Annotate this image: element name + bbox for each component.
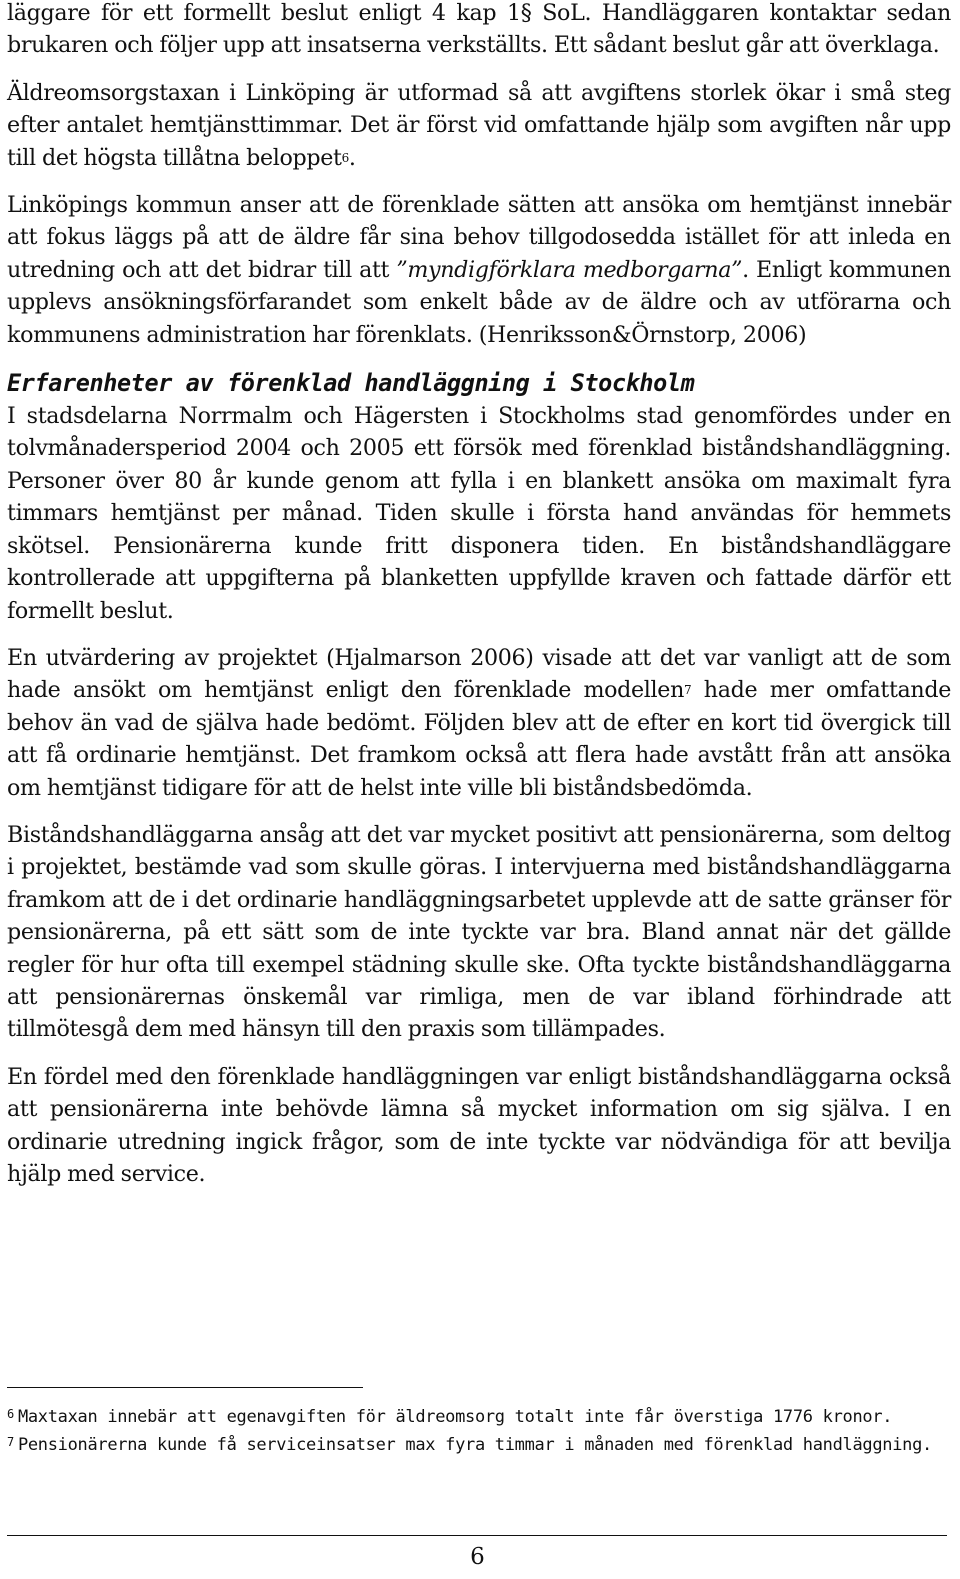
footnote-ref-6: 6 [341, 150, 349, 165]
paragraph-stockholm-forsok: I stadsdelarna Norrmalm och Hägersten i Stockholms stad genomfördes under en tolvmånadersperiod 2004 och 2005 ett försök med förenklad biståndshandläggning. Personer över 80 år kunde genom att fylla i en blankett ansöka om maximalt fyra timmars hemtjänst per månad. Tiden skulle i första hand användas för hemmets skötsel. Pensionärerna kunde fritt disponera tiden. En biståndshandläggare kontrollerade att uppgifterna på blanketten uppfyllde kraven och fattade därför ett formellt beslut. [7, 403, 951, 624]
paragraph-text-a: En utvärdering av projektet (Hjalmarson 2006) visade att det var vanligt att de som hade ansökt om hemtjänst enligt den förenklade modellen [7, 644, 951, 704]
paragraph-text: Äldreomsorgstaxan i Linköping är utformad så att avgiftens storlek ökar i små steg efter antalet hemtjänsttimmar. Det är först vid omfattande hjälp som avgiften når upp till det högsta tillåtna beloppet [7, 79, 951, 171]
paragraph-bistandshandlaggarna: Biståndshandläggarna ansåg att det var mycket positivt att pensionärerna, som deltog i projektet, bestämde vad som skulle göras. I intervjuerna med biståndshandläggarna framkom att de i det ordinarie handläggningsarbetet upplevde att de satte gränser för pensionärerna, på ett sätt som de inte tyckte var bra. Bland annat när det gällde regler för hur ofta till exempel städning skulle ske. Ofta tyckte biståndshandläggarna att pensionärernas önskemål var rimliga, men de var ibland förhindrade att tillmötesgå dem med hänsyn till den praxis som tillämpades. [7, 821, 951, 1043]
section-heading: Erfarenheter av förenklad handläggning i Stockholm [7, 369, 695, 398]
page-number: 6 [470, 1544, 485, 1570]
paragraph-linkoping-taxa [7, 77, 951, 174]
footnotes [7, 1404, 951, 1459]
paragraph-text-b: hade mer omfattande behov än vad de själva hade bedömt. Följden blev att de efter en kort tid övergick till att få ordinarie hemtjänst. Det framkom också att flera hade avstått från att ansöka om hemtjänst tidigare för att de helst inte ville bli biståndsbedömda. [7, 677, 951, 801]
footnote-text: Pensionärerna kunde få serviceinsatser max fyra timmar i månaden med förenklad handläggning. [17, 1434, 932, 1455]
page-body [7, 0, 951, 1190]
paragraph-utvardering [7, 642, 951, 804]
emphasis-quote: ”myndigförklara medborgarna” [396, 256, 743, 283]
paragraph-end: . [348, 144, 356, 171]
footnote-text: Maxtaxan innebär att egenavgiften för äldreomsorg totalt inte får överstiga 1776 kronor. [17, 1407, 893, 1427]
footnote-number: 7 [7, 1434, 14, 1449]
footnote-number: 6 [7, 1407, 14, 1421]
footnote-divider [7, 1387, 363, 1388]
paragraph-intro: läggare för ett formellt beslut enligt 4 kap 1§ SoL. Handläggaren kontaktar sedan brukaren och följer upp att insatserna verkställts. Ett sådant beslut går att överklaga. [7, 0, 951, 59]
page-footer-divider [7, 1535, 947, 1536]
footnote-6 [7, 1404, 951, 1432]
footnote-7 [7, 1432, 951, 1460]
paragraph-text-a: Linköpings kommun anser att de förenklade sätten att ansöka om hemtjänst innebär att fokus läggs på att de äldre får sina behov tillgodosedda istället för att inleda en utredning och att det bidrar till att [7, 192, 951, 283]
paragraph-linkoping-kommun [7, 189, 951, 351]
paragraph-text-b: . Enligt kommunen upplevs ansökningsförfarandet som enkelt både av de äldre och av utförarna och kommunens administration har förenklats. (Henriksson&Örnstorp, 2006) [7, 256, 951, 348]
footnote-ref-7: 7 [684, 683, 692, 698]
paragraph-fordel: En fördel med den förenklade handläggningen var enligt biståndshandläggarna också att pensionärerna inte behövde lämna så mycket information om sig själva. I en ordinarie utredning ingick frågor, som de inte tyckte var nödvändiga för att bevilja hjälp med service. [7, 1063, 951, 1187]
